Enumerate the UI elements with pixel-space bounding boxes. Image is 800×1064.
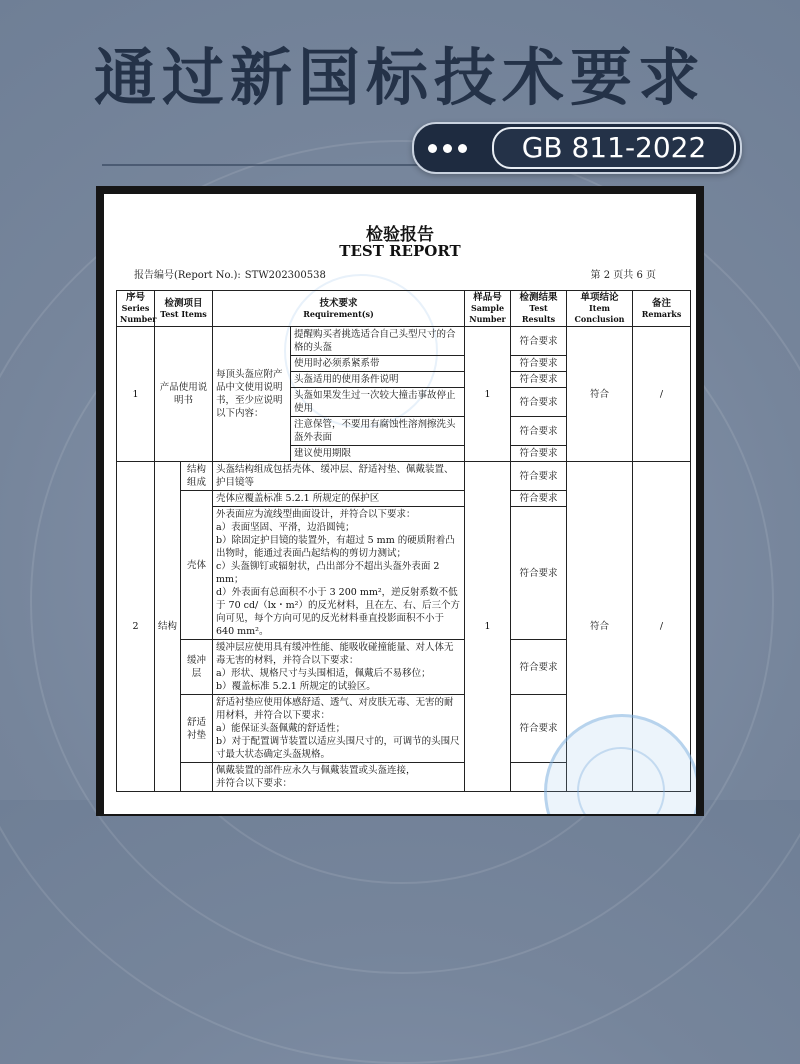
comfort-line: b）对于配置调节装置以适应头围尺寸的，可调节的头围尺寸最大状态确定头盔规格。 [216,736,460,760]
sub-comfort-result: 符合要求 [511,695,567,763]
sub-structure-req: 头盔结构组成包括壳体、缓冲层、舒适衬垫、佩戴装置、护目镜等 [213,462,465,491]
row1-req-4: 头盔如果发生过一次较大撞击事故停止使用 [291,388,465,417]
row1-lead: 每顶头盔应附产品中文使用说明书，至少应说明以下内容： [213,327,291,462]
page-info: 第 2 页共 6 页 [590,270,656,281]
report-number [134,266,326,281]
wear-line: 并符合以下要求： [216,778,293,789]
header-remarks: 备注 Remarks [633,291,691,327]
header-requirement: 技术要求 Requirement(s) [213,291,465,327]
table-row [117,327,691,356]
header-series: 序号 Series Number [117,291,155,327]
shell-line: c）头盔铆钉或辐射状，凸出部分不超出头盔外表面 2 mm； [216,561,440,585]
row1-result-4: 符合要求 [511,388,567,417]
row2-series: 2 [117,462,155,792]
header-result: 检测结果 Test Results [511,291,567,327]
row1-series: 1 [117,327,155,462]
row2-conclusion: 符合 [567,462,633,792]
report-number-value: STW202300538 [244,270,326,281]
table-row [117,462,691,491]
shell-line: b）除固定护目镜的装置外，有超过 5 mm 的硬质附着凸出物时，能通过表面凸起结构的剪切力测试； [216,535,455,559]
row1-req-1: 提醒购买者挑选适合自己头型尺寸的合格的头盔 [291,327,465,356]
sub-shell-req-2 [213,507,465,640]
shell-line: 外表面应为流线型曲面设计，并符合以下要求： [216,509,416,520]
sub-wear-req [213,763,465,792]
sub-shell-result-2: 符合要求 [511,507,567,640]
sub-shell-req-1: 壳体应覆盖标准 5.2.1 所规定的保护区 [213,491,465,507]
row1-req-6: 建议使用期限 [291,446,465,462]
report-number-label: 报告编号(Report No.): [134,270,241,281]
buffer-line: 缓冲层应使用具有缓冲性能、能吸收碰撞能量、对人体无毒无害的材料，并符合以下要求： [216,642,454,666]
buffer-line: a）形状、规格尺寸与头围相适，佩戴后不易移位； [216,668,431,679]
sub-comfort-label: 舒适衬垫 [181,695,213,763]
row2-remarks: / [633,462,691,792]
header-conclusion: 单项结论 Item Conclusion [567,291,633,327]
row2-sample: 1 [465,462,511,792]
shell-line: d）外表面有总面积不小于 3 200 mm²，逆反射系数不低于 70 cd/（lx・m²）的反光材料，且在左、右、后三个方向可见，每个方向可见的反光材料垂直投影面积不小于 640 mm²。 [216,587,460,637]
sub-buffer-req [213,640,465,695]
shell-line: a）表面坚固、平滑，边沿圆钝； [216,522,355,533]
buffer-line: b）覆盖标准 5.2.1 所规定的试验区。 [216,681,376,692]
row1-result-2: 符合要求 [511,356,567,372]
report-title-en: TEST REPORT [339,242,461,260]
standard-badge [412,122,742,174]
row1-remarks: / [633,327,691,462]
header-sample: 样品号 Sample Number [465,291,511,327]
sub-buffer-result: 符合要求 [511,640,567,695]
sub-shell-result-1: 符合要求 [511,491,567,507]
row1-result-1: 符合要求 [511,327,567,356]
row1-req-5: 注意保管，不要用有腐蚀性溶剂擦洗头盔外表面 [291,417,465,446]
table-header-row [117,291,691,327]
wear-line: 佩戴装置的部件应永久与佩戴装置或头盔连接， [216,765,416,776]
comfort-line: a）能保证头盔佩戴的舒适性； [216,723,346,734]
sub-wear-label [181,763,213,792]
page-headline: 通过新国标技术要求 [93,41,706,114]
row1-result-6: 符合要求 [511,446,567,462]
sub-structure-result: 符合要求 [511,462,567,491]
row1-conclusion: 符合 [567,327,633,462]
report-title-cn: 检验报告 [366,225,434,245]
dots-icon [428,136,498,160]
row1-sample: 1 [465,327,511,462]
row1-item: 产品使用说明书 [155,327,213,462]
sub-buffer-label: 缓冲层 [181,640,213,695]
row1-req-3: 头盔适用的使用条件说明 [291,372,465,388]
sub-structure-label: 结构组成 [181,462,213,491]
row1-req-2: 使用时必须系紧系带 [291,356,465,372]
sub-shell-label: 壳体 [181,491,213,640]
header-items: 检测项目 Test Items [155,291,213,327]
row1-result-3: 符合要求 [511,372,567,388]
row1-result-5: 符合要求 [511,417,567,446]
sub-comfort-req [213,695,465,763]
comfort-line: 舒适衬垫应使用体感舒适、透气、对皮肤无毒、无害的耐用材料，并符合以下要求： [216,697,454,721]
report-sheet [104,194,696,814]
row2-item: 结构 [155,462,181,792]
standard-code: GB 811-2022 [492,127,736,169]
